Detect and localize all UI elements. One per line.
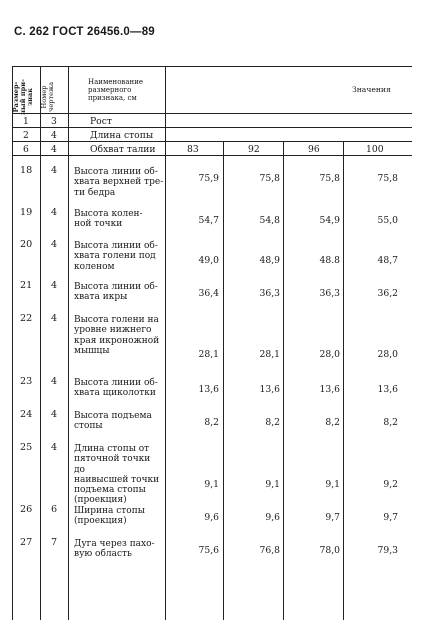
row-measurement-name [74,411,164,432]
row-value: 36,2 [377,288,398,299]
row-number: 26 [20,504,33,515]
header-values: Значения [352,85,391,94]
row-value: 9,7 [383,512,398,523]
row-measurement-name [74,539,164,560]
row-value: 54,8 [259,215,280,226]
row-number: 19 [20,207,33,218]
row-number: 27 [20,537,33,548]
row-value: 28,0 [319,349,340,360]
row-measurement-name-line: Высота голени на [74,315,159,325]
row-drawing-number: 6 [51,504,58,515]
meta-row-1-drawing: 3 [51,116,57,127]
row-drawing-number: 4 [51,313,58,324]
row-measurement-name-line: Высота линии об- [74,241,158,251]
row-measurement-name [74,378,164,399]
row-measurement-name [74,282,164,303]
row-measurement-name [74,167,164,198]
row-measurement-name-line: Высота линии об- [74,378,158,388]
row-drawing-number: 4 [51,207,58,218]
row-measurement-name-line: хвата верхней тре- [74,177,164,188]
meta-row-3-drawing: 4 [51,144,57,155]
waist-value-1: 83 [187,144,199,155]
header-drawing-number: Номер чертежа [40,81,56,113]
row-number: 18 [20,165,33,176]
row-measurement-name-line: края икроножной [74,335,160,346]
meta-row-2-name: Длина стопы [90,130,154,141]
row-measurement-name-line: Высота линии об- [74,282,158,292]
row-value: 75,8 [319,173,340,184]
row-value: 78,0 [319,545,340,556]
row-value: 75,8 [259,173,280,184]
row-value: 28,1 [259,349,280,360]
row-value: 48,7 [377,255,398,266]
meta-row-2-drawing: 4 [51,130,57,141]
meta-row-2-num: 2 [23,130,29,141]
row-measurement-name-line: наивысшей точки [74,474,160,485]
row-value: 13,6 [377,384,398,395]
row-measurement-name-line: Длина стопы от [74,444,150,454]
row-drawing-number: 4 [51,280,58,291]
row-value: 13,6 [198,384,219,395]
row-measurement-name-line: ти бедра [74,187,116,198]
header-measurement-number: Размер-ный при-знак [12,79,35,115]
row-value: 9,1 [204,479,219,490]
row-value: 9,7 [325,512,340,523]
row-value: 79,3 [377,545,398,556]
row-value: 54,7 [198,215,219,226]
row-measurement-name-line: уровне нижнего [74,325,152,336]
row-measurement-name [74,241,164,272]
row-value: 8,2 [204,417,219,428]
row-number: 25 [20,442,33,453]
row-measurement-name [74,209,164,230]
row-measurement-name-line: ной точки [74,219,123,230]
page-header: С. 262 ГОСТ 26456.0—89 [14,26,155,38]
row-value: 13,6 [319,384,340,395]
row-drawing-number: 4 [51,165,58,176]
meta-row-3-name: Обхват талии [90,144,156,155]
row-value: 9,1 [325,479,340,490]
row-drawing-number: 4 [51,409,58,420]
row-value: 13,6 [259,384,280,395]
measurements-table [12,66,412,620]
header-measurement-name: Наименование размерного признака, см [88,78,143,102]
row-drawing-number: 4 [51,442,58,453]
row-value: 9,1 [265,479,280,490]
meta-row-1-num: 1 [23,116,29,127]
row-measurement-name-line: Дуга через пахо- [74,539,155,549]
row-measurement-name [74,506,164,527]
row-measurement-name-line: коленом [74,261,115,272]
row-measurement-name-line: Ширина стопы [74,506,145,516]
row-value: 8,2 [265,417,280,428]
row-value: 48,9 [259,255,280,266]
row-number: 22 [20,313,33,324]
row-value: 48.8 [319,255,340,266]
row-value: 28,0 [377,349,398,360]
row-value: 9,6 [204,512,219,523]
row-drawing-number: 4 [51,239,58,250]
row-measurement-name [74,444,164,506]
row-measurement-name-line: мышцы [74,345,110,356]
row-value: 76,8 [259,545,280,556]
row-number: 20 [20,239,33,250]
row-value: 54,9 [319,215,340,226]
row-measurement-name-line: хвата голени под [74,251,156,262]
waist-value-2: 92 [248,144,260,155]
row-value: 75,8 [377,173,398,184]
waist-value-3: 96 [308,144,320,155]
row-number: 24 [20,409,33,420]
row-measurement-name-line: (проекция) [74,495,127,506]
row-value: 49,0 [198,255,219,266]
row-measurement-name-line: (проекция) [74,516,127,527]
row-measurement-name-line: Высота подъема [74,411,152,421]
row-drawing-number: 7 [51,537,58,548]
row-value: 28,1 [198,349,219,360]
meta-row-1-name: Рост [90,116,112,127]
row-value: 55,0 [377,215,398,226]
row-value: 8,2 [383,417,398,428]
row-measurement-name-line: стопы [74,421,103,432]
row-number: 21 [20,280,33,291]
row-measurement-name-line: хвата щиколотки [74,388,156,399]
row-value: 36,4 [198,288,219,299]
row-value: 36,3 [319,288,340,299]
row-value: 8,2 [325,417,340,428]
row-measurement-name [74,315,164,356]
row-measurement-name-line: пяточной точки до [74,454,151,475]
row-measurement-name-line: хвата икры [74,292,128,303]
row-measurement-name-line: Высота линии об- [74,167,158,177]
meta-row-3-num: 6 [23,144,29,155]
row-measurement-name-line: Высота колен- [74,209,143,219]
row-measurement-name-line: вую область [74,549,132,560]
waist-value-4: 100 [366,144,384,155]
row-number: 23 [20,376,33,387]
row-measurement-name-line: подъема стопы [74,485,146,496]
row-value: 75,9 [198,173,219,184]
row-drawing-number: 4 [51,376,58,387]
row-value: 9,6 [265,512,280,523]
row-value: 75,6 [198,545,219,556]
row-value: 36,3 [259,288,280,299]
row-value: 9,2 [383,479,398,490]
